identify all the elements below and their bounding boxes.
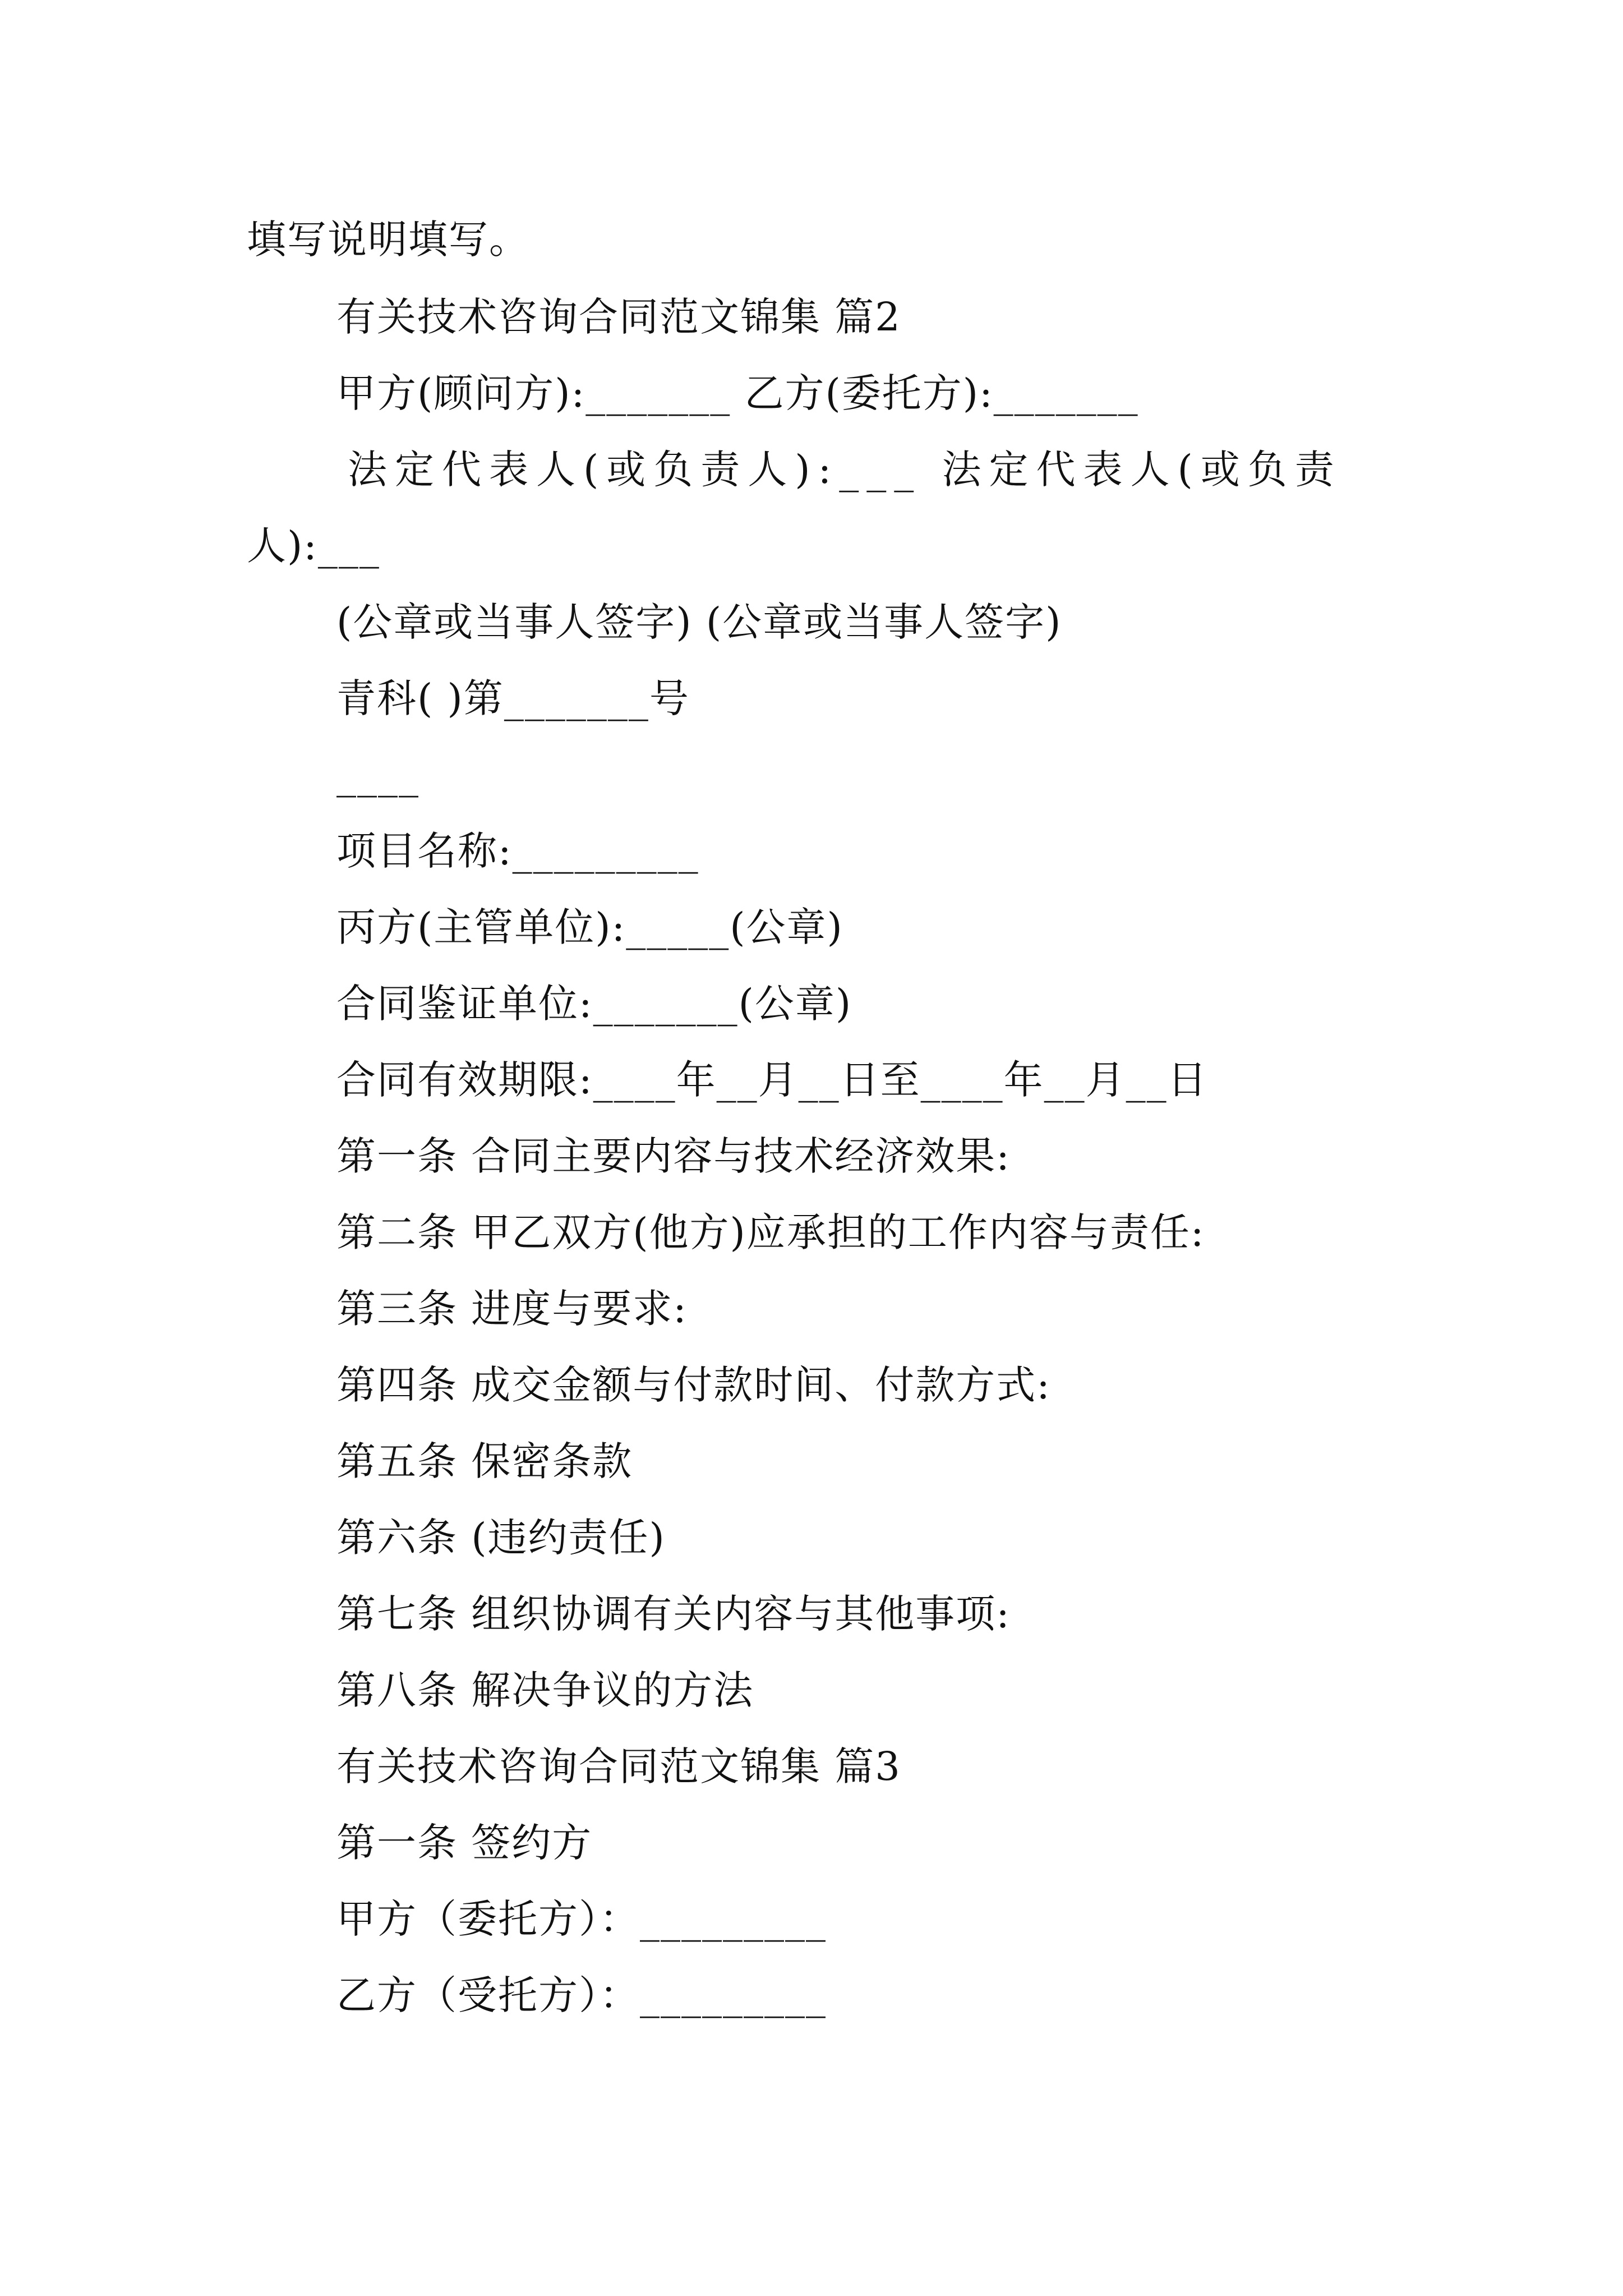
section-heading: 有关技术咨询合同范文锦集 篇2	[336, 294, 901, 340]
blank-line: ____	[336, 752, 419, 798]
contract-number-line: 青科( )第_______号	[336, 675, 690, 721]
validity-period-line: 合同有效期限:____年__月__日至____年__月__日	[336, 1057, 1208, 1103]
article-line: 第六条 (违约责任)	[336, 1515, 666, 1561]
party-c-line: 丙方(主管单位):_____(公章)	[336, 904, 843, 950]
verification-unit-line: 合同鉴证单位:_______(公章)	[336, 981, 852, 1027]
article-line: 第三条 进度与要求:	[336, 1286, 688, 1332]
party-line: 乙方（受托方）：_________	[336, 1972, 827, 2018]
body-text-line: 填写说明填写。	[247, 217, 529, 263]
article-line: 第七条 组织协调有关内容与其他事项:	[336, 1591, 1011, 1637]
representative-line-cont: 人):___	[247, 523, 380, 569]
section-heading: 有关技术咨询合同范文锦集 篇3	[336, 1743, 901, 1789]
project-name-line: 项目名称:_________	[336, 828, 699, 874]
article-line: 第二条 甲乙双方(他方)应承担的工作内容与责任:	[336, 1209, 1205, 1255]
party-line: 甲方（委托方）：_________	[336, 1896, 827, 1942]
article-line: 第一条 合同主要内容与技术经济效果:	[336, 1133, 1011, 1179]
party-line: 甲方(顾问方):_______ 乙方(委托方):_______	[336, 370, 1139, 416]
article-line: 第五条 保密条款	[336, 1438, 633, 1484]
article-line: 第一条 签约方	[336, 1820, 593, 1866]
seal-line: (公章或当事人签字) (公章或当事人签字)	[336, 599, 1062, 645]
representative-line: 法定代表人(或负责人):___ 法定代表人(或负责	[348, 447, 1342, 493]
article-line: 第八条 解决争议的方法	[336, 1667, 754, 1713]
article-line: 第四条 成交金额与付款时间、付款方式:	[336, 1362, 1051, 1408]
